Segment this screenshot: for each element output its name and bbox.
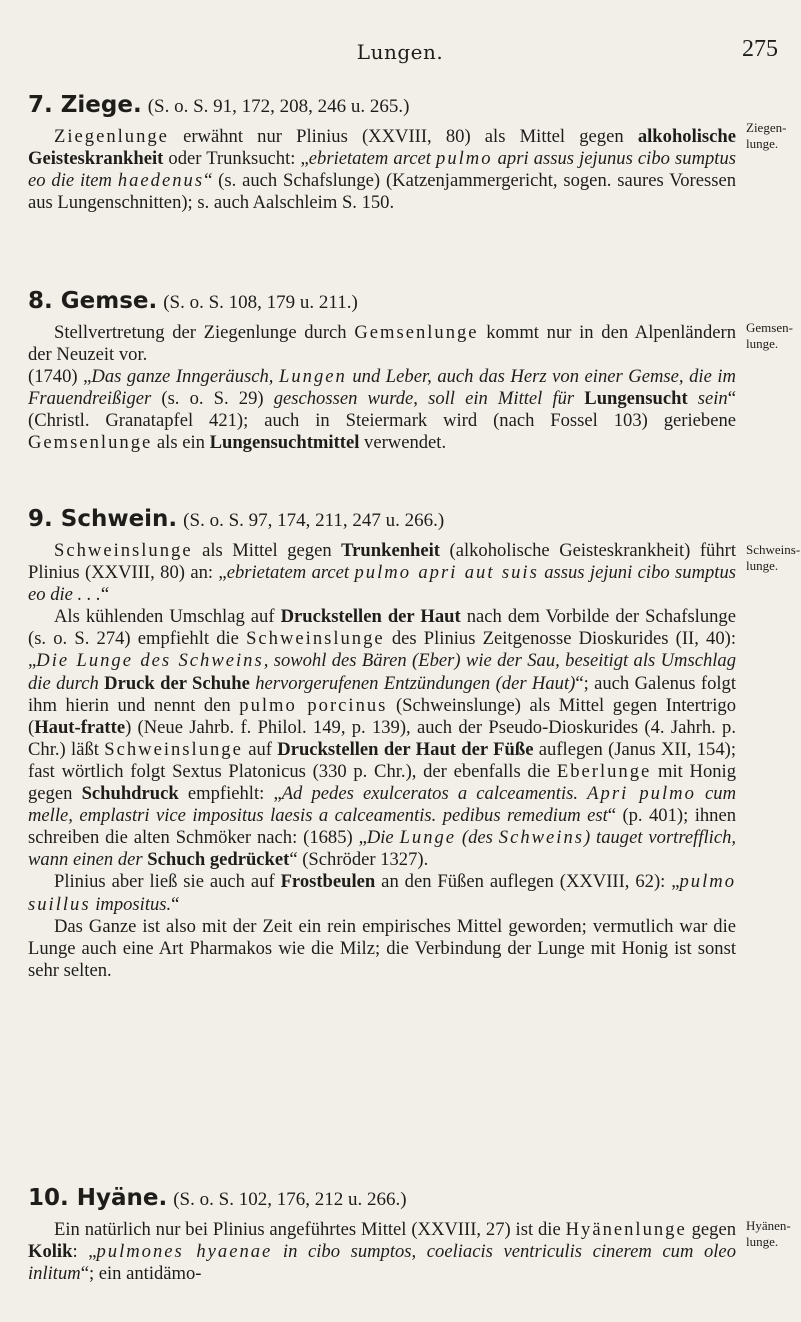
text: “ [100,584,110,606]
text: an den Füßen auflegen (XXVIII, 62): „ [375,871,680,893]
quote: , sowohl des Bären (Eber) wie der Sau, beseitigt als Umschlag die durch [28,650,736,694]
quote: geschossen wurde, soll ein Mittel für [273,388,585,410]
latin-quote: impositus. [90,893,172,915]
section-heading [28,90,736,122]
bold-term: alkoholische Geisteskrankheit [28,126,736,170]
text: (s. o. S. 29) [151,388,274,410]
quote: ) tauget vortrefflich, wann einen der [28,827,737,871]
latin-term: haedenus [117,170,205,192]
paragraph [28,606,736,871]
bold-term: Trunkenheit [341,540,440,561]
latin-quote: ebrietatem arcet [308,148,437,170]
heading-reference: (S. o. S. 108, 179 u. 211.) [163,292,358,313]
text: “; auch Galenus folgt ihm hierin und nennt den [28,672,736,716]
text: empfiehlt: „ [178,783,282,805]
paragraph [28,916,736,982]
latin-term: pulmo [436,148,493,170]
latin-quote: in cibo sumptos, coeliacis ventriculis cinerem cum oleo inlitum [28,1241,736,1285]
section-heading [28,504,736,536]
text: “ (p. 401); ihnen schreiben die alten Schmöker nach: (1685) „ [28,805,736,849]
text: gegen [686,1219,736,1240]
text: ) (Neue Jahrb. f. Philol. 149, p. 139), auch der Pseudo-Dioskurides (4. Jahrh. p. Chr.) läßt [28,716,736,760]
text: mit Honig gegen [28,760,736,805]
text: oder Trunksucht: „ [163,148,309,170]
text: : „ [72,1241,97,1263]
text: “ (s. auch Schafslunge) (Katzenjammergericht, sogen. saures Voressen aus Lungenschnitten); s. auch Aalschleim S. 150. [28,170,736,214]
text: “ (Christl. Granatapfel 421); auch in Steiermark wird (nach Fossel 103) geriebene [28,388,736,432]
latin-quote: Ad pedes exulceratos a calceamentis. [281,783,588,805]
paragraph [28,126,736,214]
text: erwähnt nur Plinius (XXVIII, 80) als Mittel gegen [168,126,638,147]
paragraph [28,322,736,455]
section-heading [28,1183,736,1215]
paragraph [28,871,736,915]
quote: hervorgerufenen Entzündungen (der Haut) [249,672,576,694]
spaced-term: Gemsenlunge [28,432,153,454]
spaced-term: Schweins [498,827,584,849]
bold-term: Lungensucht [584,388,688,410]
heading-title: 10. Hyäne. [28,1185,168,1211]
spaced-term: pulmo porcinus [239,694,388,716]
quote: Das ganze Inngeräusch, [91,366,280,388]
heading-title: 9. Schwein. [28,506,178,532]
text: Das Ganze ist also mit der Zeit ein rein empirisches Mittel geworden; vermutlich war die Lunge auch eine Art Pharmakos wie die Milz; die Verbindung der Lunge mit Honig ist sonst sehr selten. [28,915,736,981]
page-number: 275 [742,36,778,62]
bold-term: Lungensuchtmittel [209,432,360,454]
text: Stellvertretung der Ziegenlunge durch [54,322,355,343]
text: als ein [152,432,210,454]
bold-term: Druck der Schuhe [104,672,250,694]
text: “ (Schröder 1327). [289,849,429,871]
heading-reference: (S. o. S. 97, 174, 211, 247 u. 266.) [183,510,445,531]
bold-term: Druckstellen der Haut der Füße [277,738,534,760]
text: kommt nur in den Alpenländern der Neuzeit vor. [28,322,736,366]
running-title: Lungen. [356,40,444,64]
heading-reference: (S. o. S. 102, 176, 212 u. 266.) [173,1189,407,1210]
quote: und Leber, auch das Herz von einer Gemse, die im Frauendreißiger [28,366,736,410]
spaced-term: Ziegenlunge [54,126,169,147]
bold-term: Druckstellen der Haut [280,606,461,628]
text: als Mittel gegen [192,540,342,561]
text: (alkoholische Geisteskrankheit) führt Plinius (XXVIII, 80) an: „ [28,540,736,584]
quote: (des [456,827,499,849]
spaced-term: Eberlunge [556,760,652,782]
latin-quote: assus jejuni cibo sumptus eo die . . . [28,562,737,606]
margin-note: Gemsen-lunge. [746,320,793,351]
section-hyaene [28,1183,736,1285]
spaced-term: Schweinslunge [54,540,193,561]
section-ziege [28,90,736,214]
text: “ [171,893,180,915]
spaced-term: Die Lunge des Schweins [36,650,264,672]
latin-quote: ebrietatem arcet [226,562,355,584]
section-schwein [28,504,736,982]
spaced-term: Hyänenlunge [565,1219,687,1240]
spaced-term: Lunge [399,827,457,849]
text: auf [242,738,278,760]
latin-quote: apri assus jejunus cibo sumptus eo die item [28,148,736,192]
margin-note: Ziegen-lunge. [746,120,787,151]
bold-term: Haut-fratte [34,716,126,738]
heading-title: 7. Ziege. [28,92,142,118]
heading-title: 8. Gemse. [28,288,158,314]
latin-term: pulmo suillus [28,871,736,915]
text: Ein natürlich nur bei Plinius angeführtes Mittel (XXVIII, 27) ist die [54,1219,566,1240]
text: Als kühlenden Umschlag auf [54,606,281,628]
paragraph [28,540,736,606]
text: Plinius aber ließ sie auch auf [54,871,281,893]
text: des Plinius Zeitgenosse Dioskurides (II, 40): „ [28,628,736,672]
text: (1740) „ [28,366,92,388]
bold-term: Schuhdruck [81,783,179,805]
spaced-term: Schweinslunge [246,628,385,650]
section-heading [28,286,736,318]
margin-note: Schweins-lunge. [746,542,801,573]
spaced-term: Gemsenlunge [354,322,479,343]
bold-term: Schuch gedrücket [147,849,290,871]
bold-term: Kolik [28,1241,73,1263]
text: auflegen (Janus XII, 154); fast wörtlich folgt Sextus Platonicus (330 p. Chr.), der ebenfalls die [28,738,737,782]
section-gemse [28,286,736,455]
text: “; ein antidämo- [80,1263,202,1285]
spaced-term: Schweinslunge [104,738,243,760]
latin-term: pulmones hyaenae [96,1241,273,1263]
quote: sein [687,388,728,410]
text: nach dem Vorbilde der Schafslunge (s. o. S. 274) empfiehlt die [28,606,736,650]
latin-term: Apri pulmo [587,783,696,805]
text: verwendet. [359,432,447,454]
latin-term: pulmo apri aut suis [354,562,539,584]
quote: Die [366,827,400,849]
paragraph [28,1219,736,1285]
margin-note: Hyänen-lunge. [746,1218,791,1249]
text: (Schweinslunge) als Mittel gegen Intertrigo ( [28,694,736,738]
latin-quote: cum melle, emplastri vice impositus laesis a calceamentis. pedibus remedium est [28,783,737,827]
bold-term: Frostbeulen [280,871,376,893]
spaced-term: Lungen [279,366,347,388]
heading-reference: (S. o. S. 91, 172, 208, 246 u. 265.) [147,96,410,117]
